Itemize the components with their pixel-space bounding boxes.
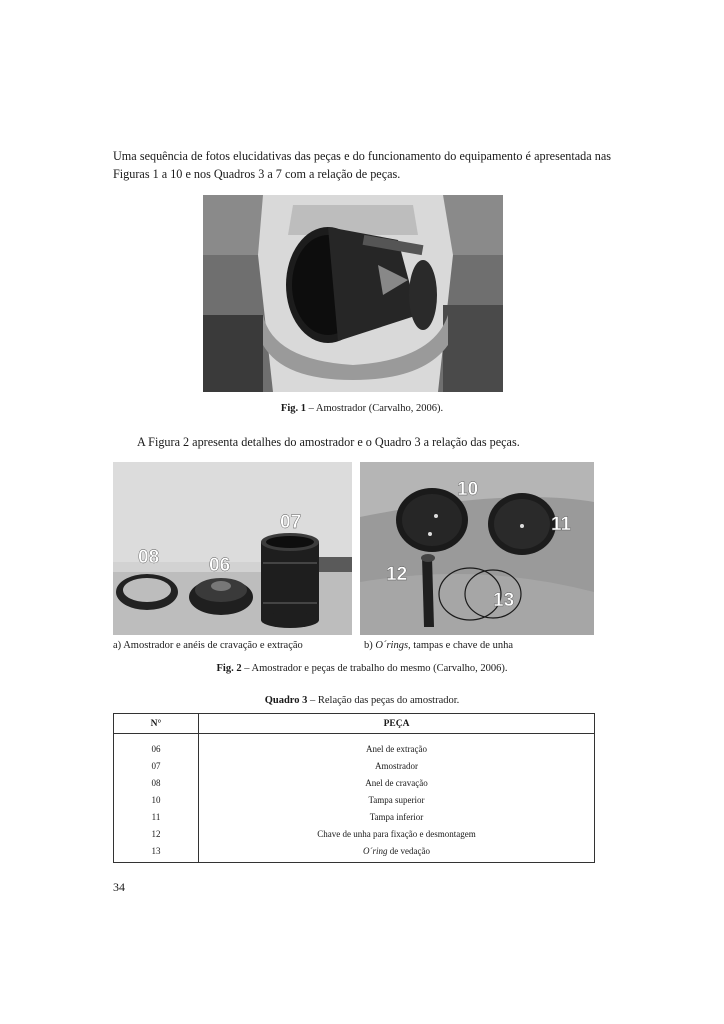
page-number: 34 [113,880,125,894]
table-row [114,734,595,758]
row-number: 08 [114,774,199,791]
row-part: Anel de extração [199,734,595,758]
header-number: N° [114,714,199,734]
figure-1-caption-text: – Amostrador (Carvalho, 2006). [306,403,444,414]
figure-2-label: Fig. 2 [216,663,242,674]
label-08: 08 [138,547,160,568]
figure-2-caption [0,662,724,675]
figure-1-photo [203,195,503,392]
table-row [114,842,595,863]
figure-2b-subcaption-prefix: b) [364,640,376,651]
row-part [199,842,595,863]
row-number: 11 [114,808,199,825]
row-part: Tampa superior [199,791,595,808]
table-row [114,791,595,808]
row-part-italic: O´ring [363,845,388,856]
quadro-3-label: Quadro 3 [264,695,308,706]
row-number: 12 [114,825,199,842]
figure-1-label: Fig. 1 [280,403,307,414]
label-13: 13 [493,590,515,611]
label-10: 10 [457,479,479,500]
figure-2a-photo [113,462,352,635]
row-number: 06 [114,734,199,758]
parts-table [113,713,595,863]
quadro-3-title [0,694,724,707]
figure-2b-subcaption-rest: tampas e chave de unha [410,640,514,651]
label-12: 12 [386,564,408,585]
row-part: Amostrador [199,757,595,774]
quadro-3-caption-text: – Relação das peças do amostrador. [307,695,460,706]
row-part: Tampa inferior [199,808,595,825]
row-part: Anel de cravação [199,774,595,791]
row-number: 07 [114,757,199,774]
table-row [114,757,595,774]
figure-1-caption [0,402,724,415]
figure-2b-photo [360,462,594,635]
table-row [114,825,595,842]
figure-2b-subcaption [364,639,513,652]
label-11: 11 [551,514,572,535]
table-header-row [114,714,595,734]
figure-2-intro-paragraph: A Figura 2 apresenta detalhes do amostrador e o Quadro 3 a relação das peças. [137,435,520,449]
label-07: 07 [280,512,302,533]
figure-2-caption-text: – Amostrador e peças de trabalho do mesmo (Carvalho, 2006). [241,663,508,674]
header-part: PEÇA [199,714,595,734]
table-row [114,808,595,825]
figure-2a-subcaption: a) Amostrador e anéis de cravação e extração [113,640,303,651]
label-06: 06 [209,555,231,576]
row-part: Chave de unha para fixação e desmontagem [199,825,595,842]
row-number: 10 [114,791,199,808]
table-row [114,774,595,791]
figure-2b-subcaption-italic: O´rings, [375,640,411,651]
row-number: 13 [114,842,199,863]
row-part-rest: de vedação [387,845,430,856]
intro-paragraph: Uma sequência de fotos elucidativas das peças e do funcionamento do equipamento é apresentada nas Figuras 1 a 10 e nos Quadros 3 a 7 com a relação de peças. [113,149,611,181]
